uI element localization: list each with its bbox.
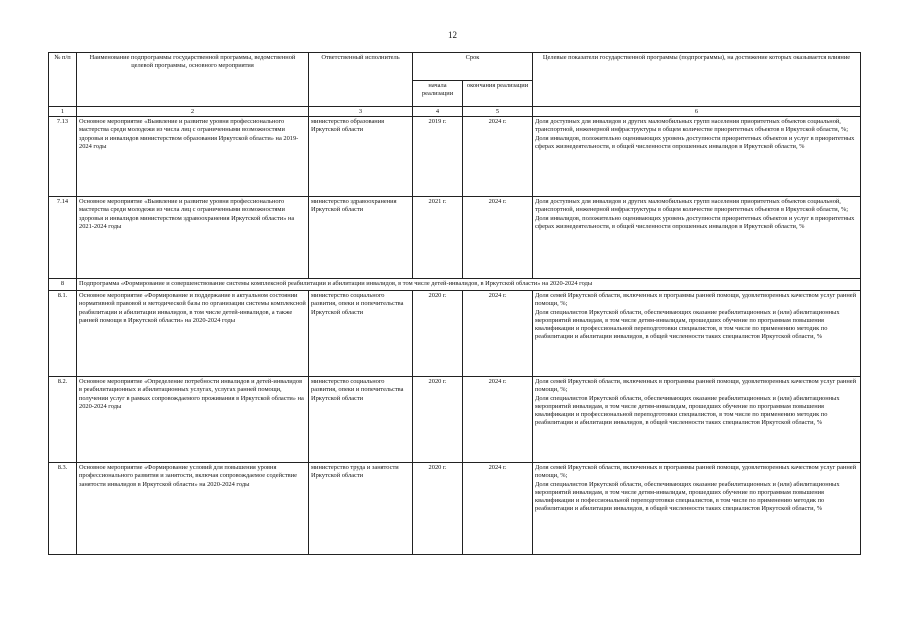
row-num: 8.1.: [49, 291, 77, 377]
row-num: 8.3.: [49, 463, 77, 555]
header-end: окончания реализации: [463, 81, 533, 107]
row-indicators: [533, 197, 861, 279]
indicator-text: Доля семей Иркутской области, включенных в программы ранней помощи, удовлетворенных качеством услуг ранней помощи, %;: [535, 378, 857, 394]
column-number: 4: [413, 107, 463, 117]
row-end: 2024 г.: [463, 117, 533, 197]
column-number: 2: [77, 107, 309, 117]
row-start: 2021 г.: [413, 197, 463, 279]
header-num: № п/п: [49, 53, 77, 107]
subprogram-row: [49, 279, 861, 291]
row-indicators: [533, 117, 861, 197]
row-indicators: [533, 291, 861, 377]
header-name: Наименование подпрограммы государственной программы, ведомственной целевой программы, основного мероприятия: [77, 53, 309, 107]
header-indicators: Целевые показатели государственной программы (подпрограммы), на достижение которых оказывается влияние: [533, 53, 861, 107]
table-row: [49, 117, 861, 197]
column-number: 5: [463, 107, 533, 117]
row-end: 2024 г.: [463, 197, 533, 279]
row-start: 2020 г.: [413, 291, 463, 377]
column-number: 1: [49, 107, 77, 117]
indicator-text: Доля специалистов Иркутской области, обеспечивающих оказание реабилитационных и (или) абилитационных мероприятий инвалидам, в том числе детям-инвалидам, прошедших обучение по программам повышения квалификации и пофессиональной переподготовки специалистов, в том числе по применению методик по реабилитации и абилитации инвалидов, в общей численности таких специалистов Иркутской области, %: [535, 480, 840, 513]
row-executor: министерство труда и занятости Иркутской области: [309, 463, 413, 555]
row-executor: министерство образования Иркутской области: [309, 117, 413, 197]
header-term: Срок: [413, 53, 533, 81]
table-row: [49, 291, 861, 377]
row-start: 2020 г.: [413, 463, 463, 555]
row-executor: министерство социального развития, опеки и попечительства Иркутской области: [309, 291, 413, 377]
row-num: 8.2.: [49, 377, 77, 463]
indicator-text: Доля доступных для инвалидов и других маломобильных групп населения приоритетных объектов социальной, транспортной, инженерной инфраструктуры в общем количестве приоритетных объектов в Иркутской области, %;: [535, 118, 849, 134]
row-end: 2024 г.: [463, 377, 533, 463]
row-num: 7.13: [49, 117, 77, 197]
subprogram-title: Подпрограмма «Формирование и совершенствование системы комплексной реабилитации и абилитации инвалидов, в том числе детей-инвалидов, в Иркутской области» на 2020-2024 годы: [77, 279, 861, 291]
row-name: Основное мероприятие «Определение потребности инвалидов и детей-инвалидов в реабилитационных и абилитационных услугах, услугах ранней помощи, получении услуг в рамках сопровождаемого проживания в Иркутской области» на 2020-2024 годы: [77, 377, 309, 463]
indicator-text: Доля специалистов Иркутской области, обеспечивающих оказание реабилитационных и (или) абилитационных мероприятий инвалидам, в том числе детям-инвалидам, прошедших обучение по программам повышения квалификации и профессиональной переподготовки специалистов, в том числе по применению методик по реабилитации и абилитации инвалидов, в общей численности таких специалистов Иркутской области, %: [535, 394, 840, 427]
page-number: 12: [448, 30, 457, 40]
indicator-text: Доля доступных для инвалидов и других маломобильных групп населения приоритетных объектов социальной, транспортной, инженерной инфраструктуры в общем количестве приоритетных объектов в Иркутской области, %;: [535, 198, 849, 214]
row-executor: министерство социального развития, опеки и попечительства Иркутской области: [309, 377, 413, 463]
header-executor: Ответственный исполнитель: [309, 53, 413, 107]
subprogram-num: 8: [49, 279, 77, 291]
row-start: 2020 г.: [413, 377, 463, 463]
row-name: Основное мероприятие «Формирование и поддержание в актуальном состоянии нормативной правовой и методической базы по организации системы комплексной реабилитации и абилитации инвалидов, в том числе детей-инвалидов, а также ранней помощи в Иркутской области» на 2020-2024 годы: [77, 291, 309, 377]
indicator-text: Доля инвалидов, положительно оценивающих уровень доступности приоритетных объектов и услуг в приоритетных сферах жизнедеятельности, в общей численности опрошенных инвалидов в Иркутской области, %: [535, 134, 855, 150]
column-number: 6: [533, 107, 861, 117]
row-num: 7.14: [49, 197, 77, 279]
row-end: 2024 г.: [463, 291, 533, 377]
table-row: [49, 463, 861, 555]
row-indicators: [533, 463, 861, 555]
program-table: [48, 52, 861, 555]
row-name: Основное мероприятие «Формирование условий для повышения уровня профессионального развития и занятости, включая сопровождаемое содействие занятости инвалидов в Иркутской области» на 2020-2024 годы: [77, 463, 309, 555]
table-row: [49, 197, 861, 279]
row-end: 2024 г.: [463, 463, 533, 555]
column-number: 3: [309, 107, 413, 117]
row-start: 2019 г.: [413, 117, 463, 197]
indicator-text: Доля инвалидов, положительно оценивающих уровень доступности приоритетных объектов и услуг в приоритетных сферах жизнедеятельности, в общей численности опрошенных инвалидов в Иркутской области, %: [535, 214, 855, 230]
row-indicators: [533, 377, 861, 463]
table-row: [49, 377, 861, 463]
row-executor: министерство здравоохранения Иркутской области: [309, 197, 413, 279]
indicator-text: Доля семей Иркутской области, включенных в программы ранней помощи, удовлетворенных качеством услуг ранней помощи, %;: [535, 292, 857, 308]
row-name: Основное мероприятие «Выявление и развитие уровня профессионального мастерства среди молодежи из числа лиц с ограниченными возможностями здоровья и инвалидов министерством образования Иркутской области» на 2019-2024 годы: [77, 117, 309, 197]
indicator-text: Доля семей Иркутской области, включенных в программы ранней помощи, удовлетворенных качеством услуг ранней помощи, %;: [535, 464, 857, 480]
indicator-text: Доля специалистов Иркутской области, обеспечивающих оказание реабилитационных и (или) абилитационных мероприятий инвалидам, в том числе детям-инвалидам, прошедших обучение по программам повышения квалификации и профессиональной переподготовки специалистов, в том числе по применению методик по реабилитации и абилитации инвалидов, в общей численности таких специалистов Иркутской области, %: [535, 308, 840, 341]
header-start: начала реализации: [413, 81, 463, 107]
row-name: Основное мероприятие «Выявление и развитие уровня профессионального мастерства среди молодежи из числа лиц с ограниченными возможностями здоровья и инвалидов министерством здравоохранения Иркутской области» на 2021-2024 годы: [77, 197, 309, 279]
